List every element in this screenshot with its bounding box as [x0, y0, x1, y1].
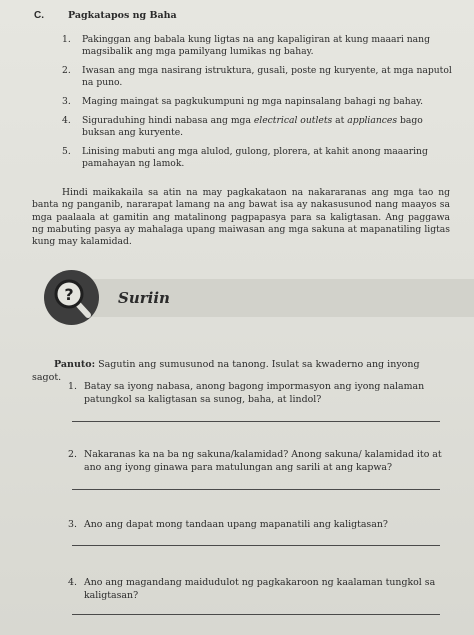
question-text: Ano ang magandang maidudulot ng pagkakaroon ng kaalaman tungkol sa kaligtasan? [84, 577, 436, 601]
emphasis-text: electrical outlets [253, 115, 333, 126]
answer-line [72, 545, 440, 546]
item-text-part: bago buksan ang kuryente. [82, 115, 423, 138]
section-title: Pagkatapos ng Baha [68, 10, 177, 21]
instructions-text: Sagutin ang sumusunod na tanong. Isulat sa kwaderno ang inyong sagot. [32, 358, 420, 383]
item-number: 1. [62, 34, 71, 45]
tips-list [62, 34, 452, 177]
question [68, 448, 450, 474]
item-number: 4. [62, 115, 71, 126]
question [68, 576, 450, 602]
question-number: 4. [68, 577, 77, 588]
instructions-label: Panuto: [54, 358, 96, 370]
question-text: Ano ang dapat mong tandaan upang mapanatili ang kaligtasan? [84, 519, 388, 530]
item-text-part: Siguraduhing hindi nabasa ang mga [82, 115, 254, 126]
question [68, 518, 450, 531]
body-paragraph: Hindi maikakaila sa atin na may pagkakataon na nakararanas ang mga tao ng banta ng panganib, nararapat lamang na ang bawat isa ay nakasusunod nang maayos sa mga paalaala at gamitin ang matalinong pagpapasya para sa kaligtasan. Ang paggawa ng mabuting pasya ay mahalaga upang maiwasan ang mga sakuna at mapanatiling ligtas kung may kalamidad. [32, 187, 450, 248]
list-item [62, 115, 452, 139]
list-item [62, 34, 452, 58]
question-number: 2. [68, 449, 77, 460]
question-glyph: ? [64, 285, 74, 304]
item-number: 3. [62, 96, 71, 107]
question [68, 380, 450, 406]
list-item [62, 146, 452, 170]
item-text: Linising mabuti ang mga alulod, gulong, plorera, at kahit anong maaaring pamahayan ng lamok. [82, 146, 428, 169]
item-text: Iwasan ang mga nasirang istruktura, gusali, poste ng kuryente, at mga naputol na puno. [82, 65, 452, 88]
item-text: Maging maingat sa pagkukumpuni ng mga napinsalang bahagi ng bahay. [82, 96, 424, 107]
answer-line [72, 421, 440, 422]
section-letter: C. [34, 10, 44, 21]
question-number: 1. [68, 381, 77, 392]
item-number: 5. [62, 146, 71, 157]
question-number: 3. [68, 519, 77, 530]
answer-line [72, 489, 440, 490]
item-text: Pakinggan ang babala kung ligtas na ang kapaligiran at kung maaari nang magsibalik ang mga pamilyang lumikas ng bahay. [82, 34, 430, 57]
magnifier-question-icon [44, 270, 99, 325]
item-number: 2. [62, 65, 71, 76]
question-text: Nakaranas ka na ba ng sakuna/kalamidad? Anong sakuna/ kalamidad ito at ano ang iyong ginawa para matulungan ang sarili at ang kapwa? [84, 449, 442, 473]
list-item [62, 65, 452, 89]
section-heading: Suriin [118, 289, 170, 307]
emphasis-text: appliances [347, 115, 398, 126]
item-text-part: at [332, 115, 348, 126]
question-text: Batay sa iyong nabasa, anong bagong impormasyon ang iyong nalaman patungkol sa kaligtasan sa sunog, baha, at lindol? [84, 381, 425, 405]
list-item [62, 96, 452, 108]
answer-line [72, 614, 440, 615]
